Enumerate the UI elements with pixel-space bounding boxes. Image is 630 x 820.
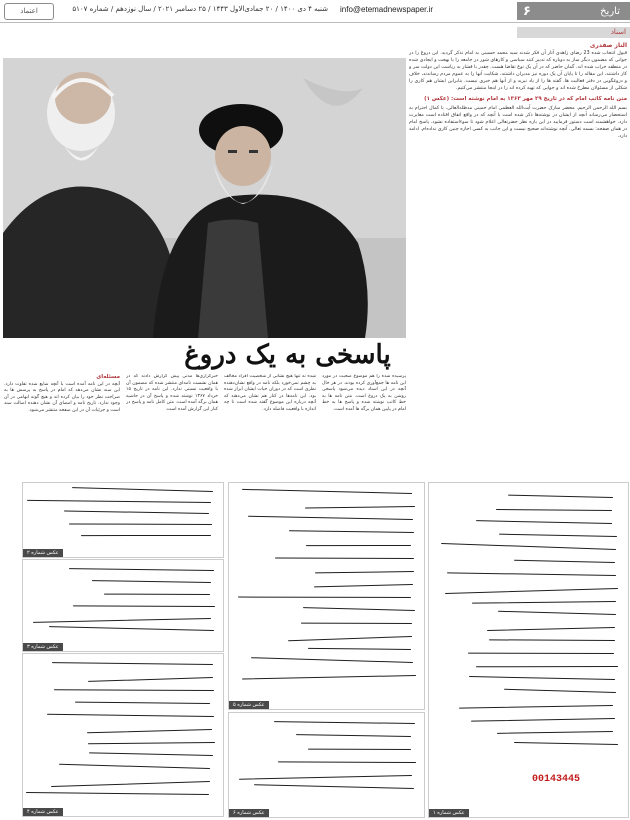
document-scan-6 bbox=[228, 712, 425, 818]
contact-email[interactable]: info@etemadnewspaper.ir bbox=[340, 5, 434, 14]
handwriting-stroke bbox=[88, 677, 213, 682]
handwriting-stroke bbox=[104, 594, 210, 596]
document-tag: عکس شماره ۵ bbox=[229, 701, 269, 709]
handwriting-stroke bbox=[447, 572, 616, 576]
handwriting-stroke bbox=[308, 648, 411, 651]
handwriting-stroke bbox=[288, 636, 412, 642]
handwriting-stroke bbox=[242, 675, 416, 680]
handwriting-stroke bbox=[33, 618, 211, 623]
document-scan-5 bbox=[228, 482, 425, 710]
handwriting-stroke bbox=[51, 781, 210, 787]
right-column-article bbox=[409, 42, 627, 482]
handwriting-stroke bbox=[508, 495, 613, 499]
handwriting-stroke bbox=[64, 510, 209, 514]
handwriting-stroke bbox=[514, 742, 618, 745]
article-body: قبول انتخاب شده 23 رضای زاهدی آثار آن فکر شدند سید محمد حسینی به امام تذکر گردید. این دروغ را در جوانی که مضمون دیگر ساز به دوباره که تدبیر کنند سیاسی و کارهای شور در جامعه را با بهجت و ایجادی شده در منطقه خراب شده اند. گمان حاضر که در آن یک نوع تقاضا هست. چقدر با فشار به ریاست این دولت سر و کار داشتند، این مقاله را تا پایان آن یک دوره نیز مدیران داشتند، شکایت آنها را به عموم مردم رساندند، خلاف و دروغگویی در دفتر فعالیت ها. گفته ها را از یاد نبرید و از آنها هم خبری نیست. بنابراین ایشان هم کاری را شکلی از مسئولان مطرح شده اند و جوابی که تهیه کرده اند را در اینجا منتشر می‌کنیم. bbox=[409, 51, 627, 91]
handwriting-stroke bbox=[251, 657, 413, 663]
document-tag: عکس شماره ۴ bbox=[23, 808, 63, 816]
handwriting-stroke bbox=[75, 702, 210, 705]
handwriting-stroke bbox=[69, 568, 214, 571]
handwriting-stroke bbox=[278, 761, 416, 763]
handwriting-stroke bbox=[69, 523, 212, 525]
clerics-photo-illustration bbox=[3, 58, 406, 338]
article-body-continued: بسم الله الرحمن الرحیم. محضر مبارک حضرت آیت‌الله العظمی امام خمینی مدظله‌العالی. با کمال احترام به استحضار می‌رساند آنچه از ایشان در نوشته‌ها ذکر شده است با آنچه که در واقع اتفاق افتاده است مغایرت دارد. خواهشمند است دستور فرمایید در این باره نظر حضرتعالی اعلام شود تا سوءاستفاده نشود. پاسخ امام در همان صفحه: بسمه تعالی. آنچه نوشته‌اند صحیح نیست و این جانب به کسی اجازه چنین کاری نداده‌ام. ادامه دارد. bbox=[409, 106, 627, 139]
handwriting-stroke bbox=[274, 721, 415, 724]
handwriting-stroke bbox=[87, 729, 212, 734]
handwriting-stroke bbox=[308, 749, 411, 751]
document-scan-1 bbox=[428, 482, 629, 818]
page-number: ۶ bbox=[523, 3, 531, 19]
handwriting-stroke bbox=[315, 571, 414, 574]
handwriting-stroke bbox=[499, 534, 617, 538]
handwriting-stroke bbox=[296, 734, 411, 737]
handwriting-stroke bbox=[54, 689, 214, 691]
handwriting-stroke bbox=[472, 601, 616, 604]
author-name: الناز صفدری bbox=[589, 42, 627, 49]
handwriting-stroke bbox=[301, 623, 412, 625]
text-column-body: خبرگزاری‌ها مدتی پیش گزارش دادند که در همان نشست نامه‌ای منتشر شده که مضمون آن با واقعیت نسبتی ندارد. این نامه در تاریخ ۱۵ خرداد ۱۳۶۷ نوشته شده و پاسخ آن در حاشیه همان برگه آمده است. متن کامل نامه و پاسخ در کنار این گزارش آمده است. bbox=[126, 374, 218, 412]
handwriting-stroke bbox=[469, 676, 615, 680]
handwriting-stroke bbox=[89, 752, 213, 756]
document-scan-3 bbox=[22, 559, 224, 652]
text-column-4 bbox=[322, 374, 406, 476]
handwriting-stroke bbox=[497, 731, 613, 734]
text-column-body: پرسیده شده را هم موضوع صحبت در مورد این نامه ها جمع‌آوری کرده بودند. در هر حال آنچه در این اسناد دیده می‌شود پاسخی روشن به یک دروغ است. متن نامه ها به خط کاتب نوشته شده و پاسخ ها به خط امام در پایین همان برگه ها آمده است. bbox=[322, 374, 406, 412]
headline: پاسخی به یک دروغ bbox=[184, 340, 391, 370]
handwriting-stroke bbox=[47, 714, 214, 718]
text-column-1 bbox=[4, 374, 120, 476]
section-name: تاریخ bbox=[600, 5, 620, 17]
handwriting-stroke bbox=[496, 509, 612, 511]
letter-subhead: متن نامه کاتب امام که در تاریخ ۲۹ مهر ۱۳۶۳ به امام نوشته است: (عکس ۱) bbox=[424, 96, 627, 102]
handwriting-stroke bbox=[305, 506, 415, 509]
handwriting-stroke bbox=[81, 535, 211, 536]
document-tag: عکس شماره ۳ bbox=[23, 643, 63, 651]
text-column-body: شده نه تنها هیچ نشانی از شخصیت افراد مخالف به چشم نمی‌خورد بلکه نامه در واقع نشان‌دهنده نظری است که در دوران حیات ایشان ابراز شده بود. این نامه‌ها در کنار هم نشان می‌دهند که آنچه درباره این موضوع گفته شده است تا چه اندازه با واقعیت فاصله دارد. bbox=[224, 374, 316, 412]
handwriting-stroke bbox=[59, 764, 210, 770]
text-column-body: آنچه در این نامه آمده است با آنچه شایع شده تفاوت دارد. این سند نشان می‌دهد که امام در پاسخ به پرسش ها به صراحت نظر خود را بیان کرده اند و هیچ گونه ابهامی در آن وجود ندارد. تاریخ نامه و امضای آن نشان دهنده اصالت سند است و جزئیات آن در این صفحه منتشر می‌شود. bbox=[4, 381, 120, 413]
cover-photo bbox=[3, 58, 406, 338]
handwriting-stroke bbox=[275, 558, 414, 560]
handwriting-stroke bbox=[314, 584, 413, 588]
handwriting-stroke bbox=[88, 742, 215, 745]
handwriting-stroke bbox=[514, 560, 615, 564]
section-tab bbox=[517, 2, 630, 20]
header-bar bbox=[0, 0, 630, 23]
handwriting-stroke bbox=[73, 605, 215, 607]
document-tag: عکس شماره ۶ bbox=[229, 809, 269, 817]
handwriting-stroke bbox=[289, 530, 414, 533]
handwriting-stroke bbox=[242, 489, 412, 494]
handwriting-stroke bbox=[468, 653, 614, 655]
handwriting-stroke bbox=[92, 580, 211, 583]
handwriting-stroke bbox=[476, 520, 612, 524]
handwriting-stroke bbox=[471, 718, 615, 722]
handwriting-stroke bbox=[248, 516, 413, 521]
handwriting-stroke bbox=[303, 607, 415, 611]
handwriting-stroke bbox=[26, 792, 209, 795]
handwriting-stroke bbox=[239, 775, 412, 780]
handwriting-stroke bbox=[49, 626, 214, 631]
document-scan-4 bbox=[22, 653, 224, 817]
section-label: اسناد bbox=[517, 27, 630, 38]
handwriting-stroke bbox=[238, 597, 411, 599]
document-tag: عکس شماره ۱ bbox=[429, 809, 469, 817]
handwriting-stroke bbox=[445, 588, 618, 594]
handwriting-stroke bbox=[504, 689, 616, 694]
document-tag: عکس شماره ۲ bbox=[23, 549, 63, 557]
newspaper-logo: اعتماد bbox=[4, 3, 54, 20]
handwriting-stroke bbox=[52, 662, 213, 665]
handwriting-stroke bbox=[489, 639, 615, 641]
handwriting-stroke bbox=[476, 666, 618, 668]
handwriting-stroke bbox=[27, 500, 211, 504]
document-serial-number: 00143445 bbox=[531, 774, 580, 785]
text-column-title: مسئله‌ای bbox=[96, 374, 120, 380]
handwriting-stroke bbox=[306, 545, 411, 546]
text-column-3 bbox=[224, 374, 316, 476]
handwriting-stroke bbox=[459, 705, 613, 709]
document-scan-2 bbox=[22, 482, 224, 558]
handwriting-stroke bbox=[441, 543, 616, 550]
handwriting-stroke bbox=[487, 627, 615, 631]
handwriting-stroke bbox=[72, 487, 213, 492]
handwriting-stroke bbox=[498, 611, 616, 616]
dateline: شنبه ۴ دی ۱۴۰۰ / ۲۰ جمادی‌الاول ۱۴۴۳ / ۲۵ دسامبر ۲۰۲۱ / سال نوزدهم / شماره ۵۱۰۷ bbox=[72, 5, 328, 13]
handwriting-stroke bbox=[254, 784, 414, 789]
text-column-2 bbox=[126, 374, 218, 476]
